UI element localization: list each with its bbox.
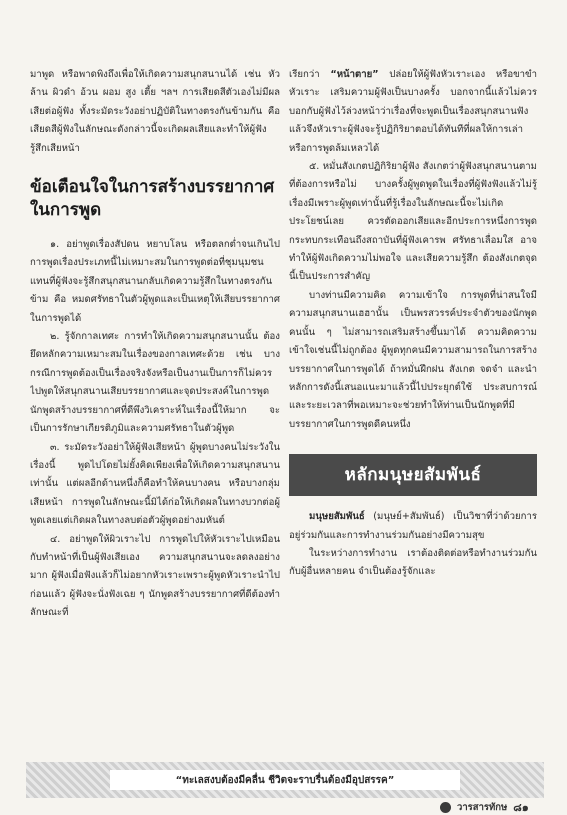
- paragraph-7: [289, 508, 537, 545]
- paragraph-3: ๓. ระมัดระวังอย่าให้ผู้ฟังเสียหน้า ผู้พูดบางคนไม่ระวังในเรื่องนี้ พูดไปโดยไม่ยั้งคิดเพียงเพื่อให้เกิดความสนุกสนานเท่านั้น แต่ผลอีกด้านหนึ่งก็คือทำให้คนบางคน หรือบางกลุ่มเสียหน้า การพูดในลักษณะนี้มิได้ก่อให้เกิดผลในทางบวกต่อผู้พูดเลยแต่เกิดผลในทางลบต่อตัวผู้พูดอย่างมหันต์: [30, 441, 280, 527]
- continued-prefix: เรียกว่า: [289, 69, 331, 80]
- continued-rest: ปล่อยให้ผู้ฟังหัวเราะเอง หรือขาขำหัวเราะ เสริมความผู้ฟังเป็นบางครั้ง บอกจากนี้แล้วไม่ควรบอกกับผู้ฟังไว้ล่วงหน้าว่าเรื่องที่จะพูดเป็นเรื่องสนุกสนานฟังแล้วจึงหัวเราะผู้ฟังจะรู้ปฏิกิริยาตอบได้ทันทีที่ผลให้การเล่าหรือการพูดล้มเหลวได้: [289, 69, 537, 154]
- paragraph-6: บางท่านมีความคิด ความเข้าใจ การพูดที่น่าสนใจมีความสนุกสนานเฮฮานั้น เป็นพรสวรรค์ประจำตัวของนักพูดคนนั้น ๆ ไม่สามารถเสริมสร้างขึ้นมาได้ ความคิดความเข้าใจเช่นนี้ไม่ถูกต้อง ผู้พูดทุกคนมีความสามารถในการสร้างบรรยากาศในการพูดได้ ถ้าหมั่นฝึกฝน สังเกต จดจำ และนำหลักการดังนี้เสนอแนะมาแล้วนี้ไปประยุกต์ใช้ ประสบการณ์และระยะเวลาที่พอเหมาะจะช่วยทำให้ท่านเป็นนักพูดที่มีบรรยากาศในการพูดดีคนหนึ่ง: [289, 289, 537, 430]
- term-deadpan: “หน้าตาย”: [330, 69, 379, 80]
- quote-strip: [26, 762, 544, 798]
- left-column: [30, 66, 280, 760]
- paragraph-continued: [289, 66, 537, 158]
- paragraph-7-rest: (มนุษย์+สัมพันธ์) เป็นวิชาที่ว่าด้วยการอยู่ร่วมกันและการทำงานร่วมกันอย่างมีความสุข: [289, 511, 537, 541]
- quote-text: “ทะเลสงบต้องมีคลื่น ชีวิตจะราบรื่นต้องมีอุปสรรค”: [110, 770, 460, 790]
- journal-name: วารสารทักษ: [457, 801, 508, 813]
- right-column: [289, 66, 537, 760]
- page-number: ๘๑: [513, 801, 529, 814]
- paragraph-4: ๔. อย่าพูดให้ผิวเราะไป การพูดไปให้หัวเราะไปเหมือนกับทำหน้าที่เป็นผู้ฟังเสียเอง ความสนุกสนานจะลดลงอย่างมาก ผู้ฟังเมื่อฟังแล้วก็ไม่อยากหัวเราะเพราะผู้พูดหัวเราะนำไปก่อนแล้ว ผู้ฟังจะนั่งฟังเฉย ๆ นักพูดสร้างบรรยากาศที่ดีต้องทำลักษณะที่: [30, 533, 280, 619]
- paragraph-2: ๒. รู้จักกาลเทศะ การทำให้เกิดความสนุกสนานนั้น ต้องยึดหลักความเหมาะสมในเรื่องของกาลเทศะด้วย เช่น บางกรณีการพูดต้องเป็นเรื่องจริงจังหรือเป็นงานเป็นการก็ไม่ควรไปพูดให้สนุกสนานเสียบรรยากาศและจุดประสงค์ในการพูด นักพูดสร้างบรรยากาศที่ดีพึงวิเคราะห์ในเรื่องนี้ให้มาก จะเป็นการรักษาเกียรติภูมิและความศรัทธาในตัวผู้พูด: [30, 331, 280, 435]
- paragraph-1: ๑. อย่าพูดเรื่องสัปดน หยาบโลน หรือตลกต่ำจนเกินไป การพูดเรื่องประเภทนี้ไม่เหมาะสมในการพูดต่อที่ชุมนุมชน แทนที่ผู้ฟังจะรู้สึกสนุกสนานกลับเกิดความรู้สึกในทางตรงกันข้าม คือ หมดศรัทธาในตัวผู้พูดและเป็นเหตุให้เสียบรรยากาศในการพูดได้: [30, 239, 280, 324]
- paragraph-8: ในระหว่างการทำงาน เราต้องติดต่อหรือทำงานร่วมกันกับผู้อื่นหลายคน จำเป็นต้องรู้จักและ: [289, 547, 537, 578]
- term-human-relations: มนุษยสัมพันธ์: [309, 511, 365, 523]
- page-footer: [440, 798, 529, 815]
- section-banner: หลักมนุษยสัมพันธ์: [289, 454, 537, 496]
- section-heading: ข้อเตือนใจในการสร้างบรรยากาศในการพูด: [30, 177, 275, 221]
- journal-logo-icon: [440, 802, 451, 813]
- paragraph-intro: มาพูด หรือพาดพิงถึงเพื่อให้เกิดความสนุกสนานได้ เช่น หัวล้าน ผิวดำ อ้วน ผอม สูง เตี้ย ฯลฯ การเสียดสีตัวเองไม่มีผลเสียต่อผู้ฟัง ทั้งระมัดระวังอย่าปฏิบัติในทางตรงกันข้ามกัน คือ เสียดสีผู้ฟังในลักษณะดังกล่าวนี้จะเกิดผลเสียและทำให้ผู้ฟังรู้สึกเสียหน้า: [30, 69, 280, 154]
- paragraph-5: ๕. หมั่นสังเกตปฏิกิริยาผู้ฟัง สังเกตว่าผู้ฟังสนุกสนานตามที่ต้องการหรือไม่ บางครั้งผู้พูดพูดในเรื่องที่ผู้ฟังฟังแล้วไม่รู้เรื่องมีเพราะผู้พูดเท่านั้นที่รู้เรื่องในลักษณะนี้จะไม่เกิดประโยชน์เลย ควรตัดออกเสียและอีกประการหนึ่งการพูดกระทบกระเทือนถึงสถาบันที่ผู้ฟังเคารพ ศรัทธาเลื่อมใส อาจทำให้ผู้ฟังเกิดความไม่พอใจ และเสียความรู้สึก ต้องสังเกตจุดนี้เป็นประการสำคัญ: [289, 161, 537, 283]
